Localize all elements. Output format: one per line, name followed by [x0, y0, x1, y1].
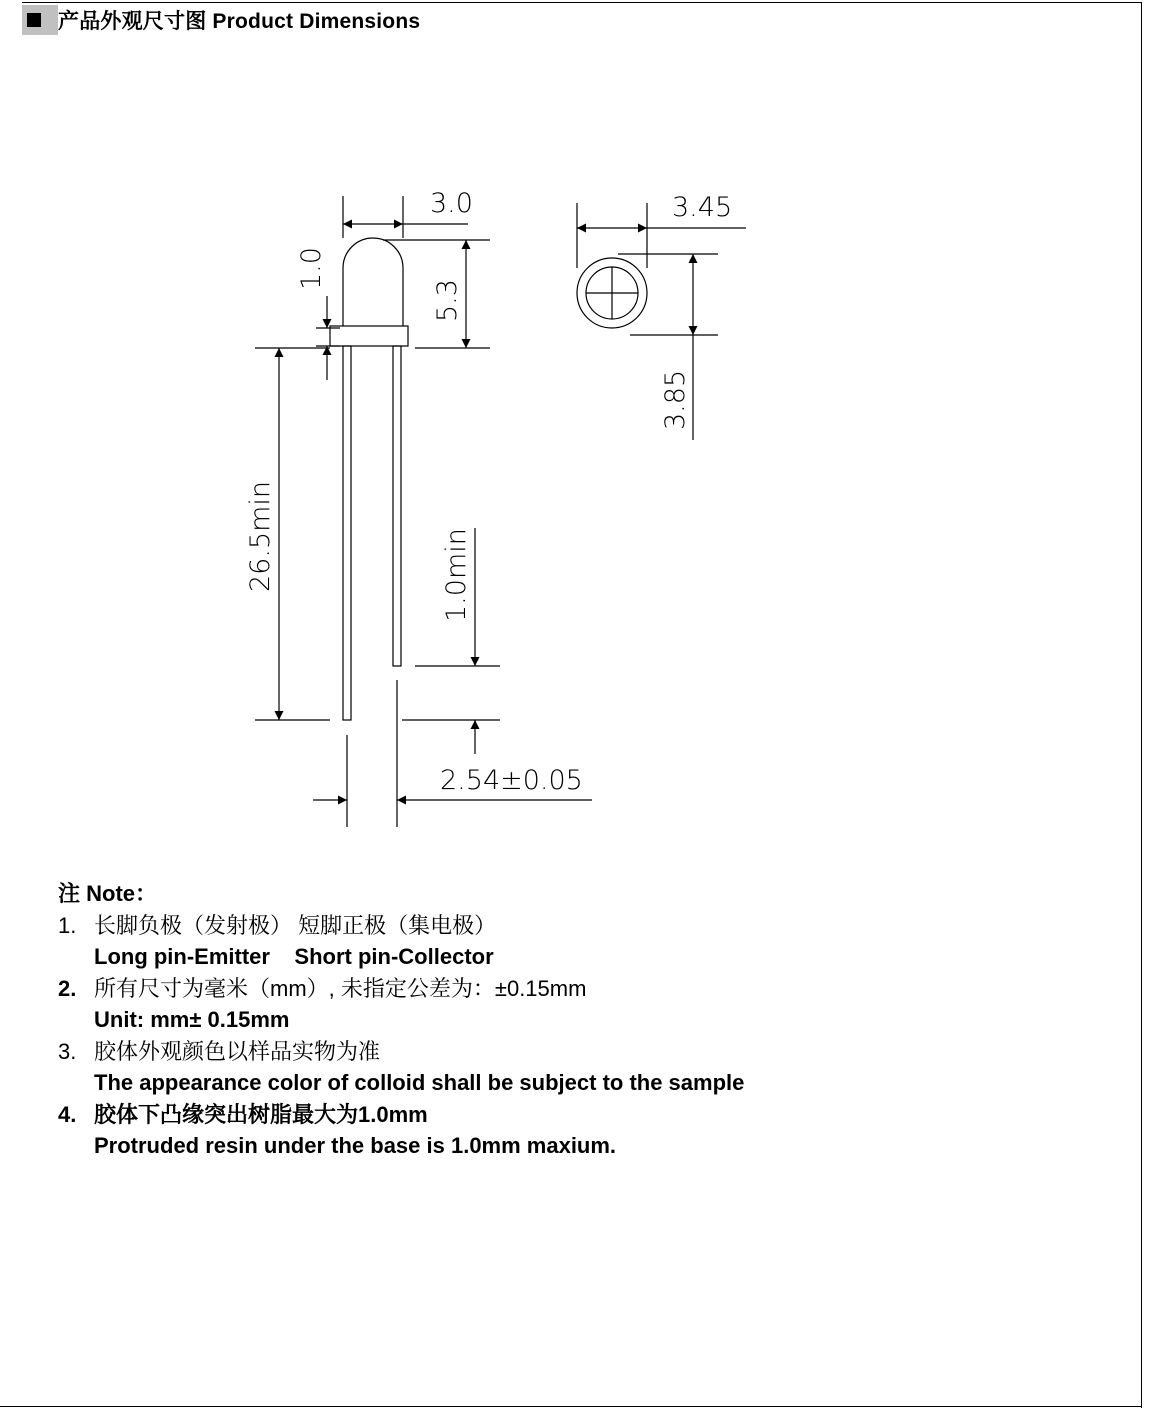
note-number: 4. [58, 1101, 77, 1127]
dim-flange-diameter-label: 3.45 [672, 192, 733, 223]
notes-heading: 注 Note： [58, 881, 158, 906]
note-item [58, 910, 744, 942]
bottom-rule [0, 1406, 1142, 1407]
note-item [58, 1099, 744, 1131]
note-cn: 胶体下凸缘突出树脂最大为1.0mm [94, 1101, 428, 1127]
dim-base-height-label: 1.0 [296, 247, 327, 290]
dim-lead-spacing-label: 2.54±0.05 [440, 765, 583, 796]
note-en: Long pin-Emitter Short pin-Collector [94, 944, 494, 969]
note-number: 1. [58, 912, 77, 938]
dim-dome-diameter-label: 3.85 [660, 369, 691, 430]
notes-section [58, 878, 744, 1162]
note-item [58, 1036, 744, 1068]
note-cn: 长脚负极（发射极） 短脚正极（集电极） [94, 912, 497, 938]
note-en: The appearance color of colloid shall be subject to the sample [94, 1070, 745, 1095]
led-dome-outline [343, 238, 403, 326]
led-top-view [577, 258, 647, 328]
note-number: 3. [58, 1038, 77, 1064]
dim-lead-length-label: 26.5min [245, 480, 276, 592]
led-long-lead [343, 346, 351, 720]
note-en: Protruded resin under the base is 1.0mm maxium. [94, 1133, 617, 1158]
note-cn: 所有尺寸为毫米（mm）, 未指定公差为：±0.15mm [94, 975, 587, 1001]
led-flange [330, 326, 408, 346]
dim-dome-height-label: 5.3 [432, 279, 463, 322]
note-number: 2. [58, 975, 77, 1001]
dim-width-label: 3.0 [430, 188, 473, 219]
dim-lead-offset-label: 1.0min [441, 528, 472, 622]
note-item [58, 973, 744, 1005]
led-short-lead [393, 346, 401, 666]
section-title: 产品外观尺寸图 Product Dimensions [58, 10, 421, 33]
note-en: Unit: mm± 0.15mm [94, 1007, 290, 1032]
led-side-view [330, 238, 408, 720]
note-cn: 胶体外观颜色以样品实物为准 [94, 1038, 381, 1064]
